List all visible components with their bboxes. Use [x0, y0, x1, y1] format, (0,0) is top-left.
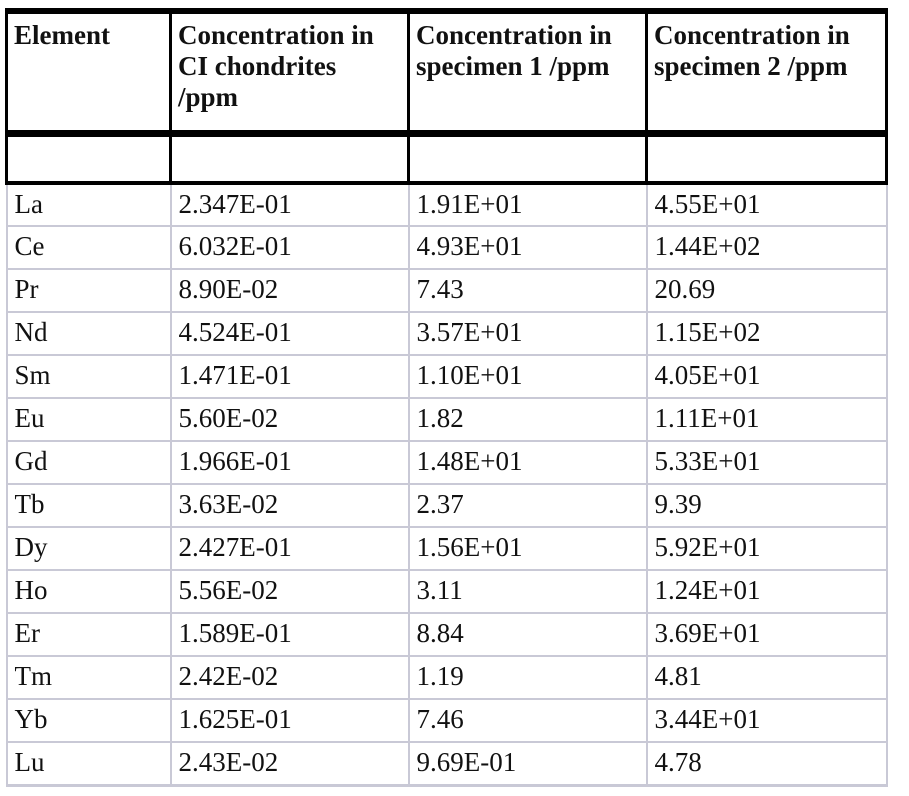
- table-row: [7, 742, 887, 785]
- table-row: [7, 613, 887, 656]
- cell-element: Ho: [7, 570, 171, 613]
- blank-spacer-row: [7, 133, 887, 183]
- cell-element: Gd: [7, 441, 171, 484]
- cell-ci-chondrites: 2.347E-01: [171, 183, 409, 226]
- cell-specimen-1: 3.57E+01: [409, 312, 647, 355]
- cell-specimen-1: 2.37: [409, 484, 647, 527]
- header-line: Element: [14, 20, 110, 50]
- cell-ci-chondrites: 4.524E-01: [171, 312, 409, 355]
- cell-ci-chondrites: 1.589E-01: [171, 613, 409, 656]
- cell-ci-chondrites: 2.42E-02: [171, 656, 409, 699]
- blank-cell: [7, 133, 171, 183]
- cell-specimen-1: 1.82: [409, 398, 647, 441]
- cell-element: Er: [7, 613, 171, 656]
- cell-specimen-2: 1.24E+01: [647, 570, 887, 613]
- header-line: /ppm: [178, 82, 239, 112]
- cell-specimen-2: 9.39: [647, 484, 887, 527]
- table-row: [7, 527, 887, 570]
- cell-ci-chondrites: 6.032E-01: [171, 226, 409, 269]
- blank-cell: [409, 133, 647, 183]
- cell-ci-chondrites: 8.90E-02: [171, 269, 409, 312]
- table-row: [7, 312, 887, 355]
- blank-cell: [171, 133, 409, 183]
- header-line: specimen 2 /ppm: [654, 51, 848, 81]
- cell-ci-chondrites: 3.63E-02: [171, 484, 409, 527]
- cell-specimen-2: 4.55E+01: [647, 183, 887, 226]
- cell-specimen-2: 1.15E+02: [647, 312, 887, 355]
- cell-ci-chondrites: 5.60E-02: [171, 398, 409, 441]
- cell-element: Tb: [7, 484, 171, 527]
- table-row: [7, 226, 887, 269]
- cell-ci-chondrites: 1.966E-01: [171, 441, 409, 484]
- cell-specimen-2: 1.44E+02: [647, 226, 887, 269]
- cell-specimen-2: 5.33E+01: [647, 441, 887, 484]
- cell-specimen-1: 3.11: [409, 570, 647, 613]
- cell-ci-chondrites: 2.43E-02: [171, 742, 409, 785]
- cell-element: Eu: [7, 398, 171, 441]
- table-row: [7, 441, 887, 484]
- cell-specimen-2: 5.92E+01: [647, 527, 887, 570]
- cell-ci-chondrites: 5.56E-02: [171, 570, 409, 613]
- cell-specimen-2: 20.69: [647, 269, 887, 312]
- table-row: [7, 355, 887, 398]
- table-row: [7, 269, 887, 312]
- table-row: [7, 570, 887, 613]
- cell-element: Ce: [7, 226, 171, 269]
- header-line: specimen 1 /ppm: [416, 51, 610, 81]
- cell-ci-chondrites: 1.625E-01: [171, 699, 409, 742]
- cell-element: Nd: [7, 312, 171, 355]
- cell-ci-chondrites: 2.427E-01: [171, 527, 409, 570]
- header-line: Concentration in: [178, 20, 374, 50]
- cell-ci-chondrites: 1.471E-01: [171, 355, 409, 398]
- cell-specimen-1: 9.69E-01: [409, 742, 647, 785]
- cell-element: Dy: [7, 527, 171, 570]
- cell-element: Tm: [7, 656, 171, 699]
- cell-specimen-1: 7.43: [409, 269, 647, 312]
- header-element: [7, 11, 171, 133]
- cell-specimen-1: 4.93E+01: [409, 226, 647, 269]
- cell-specimen-1: 1.91E+01: [409, 183, 647, 226]
- cell-specimen-1: 1.56E+01: [409, 527, 647, 570]
- table-row: [7, 484, 887, 527]
- cell-element: Lu: [7, 742, 171, 785]
- table-row: [7, 183, 887, 226]
- cell-specimen-1: 8.84: [409, 613, 647, 656]
- header-line: Concentration in: [416, 20, 612, 50]
- header-specimen-2: [647, 11, 887, 133]
- blank-cell: [647, 133, 887, 183]
- header-line: Concentration in: [654, 20, 850, 50]
- cell-specimen-2: 3.44E+01: [647, 699, 887, 742]
- cell-specimen-2: 4.05E+01: [647, 355, 887, 398]
- table-header: [7, 11, 887, 133]
- cell-specimen-1: 7.46: [409, 699, 647, 742]
- cell-specimen-1: 1.10E+01: [409, 355, 647, 398]
- cell-specimen-2: 1.11E+01: [647, 398, 887, 441]
- cell-element: Yb: [7, 699, 171, 742]
- cell-element: La: [7, 183, 171, 226]
- table-row: [7, 656, 887, 699]
- table-row: [7, 398, 887, 441]
- header-specimen-1: [409, 11, 647, 133]
- cell-specimen-2: 4.81: [647, 656, 887, 699]
- table-row: [7, 699, 887, 742]
- cell-specimen-1: 1.19: [409, 656, 647, 699]
- cell-specimen-1: 1.48E+01: [409, 441, 647, 484]
- header-row: [7, 11, 887, 133]
- header-ci-chondrites: [171, 11, 409, 133]
- cell-element: Sm: [7, 355, 171, 398]
- table-body: [7, 133, 887, 785]
- header-line: CI chondrites: [178, 51, 337, 81]
- ree-concentration-table: [5, 8, 888, 787]
- cell-specimen-2: 4.78: [647, 742, 887, 785]
- cell-specimen-2: 3.69E+01: [647, 613, 887, 656]
- cell-element: Pr: [7, 269, 171, 312]
